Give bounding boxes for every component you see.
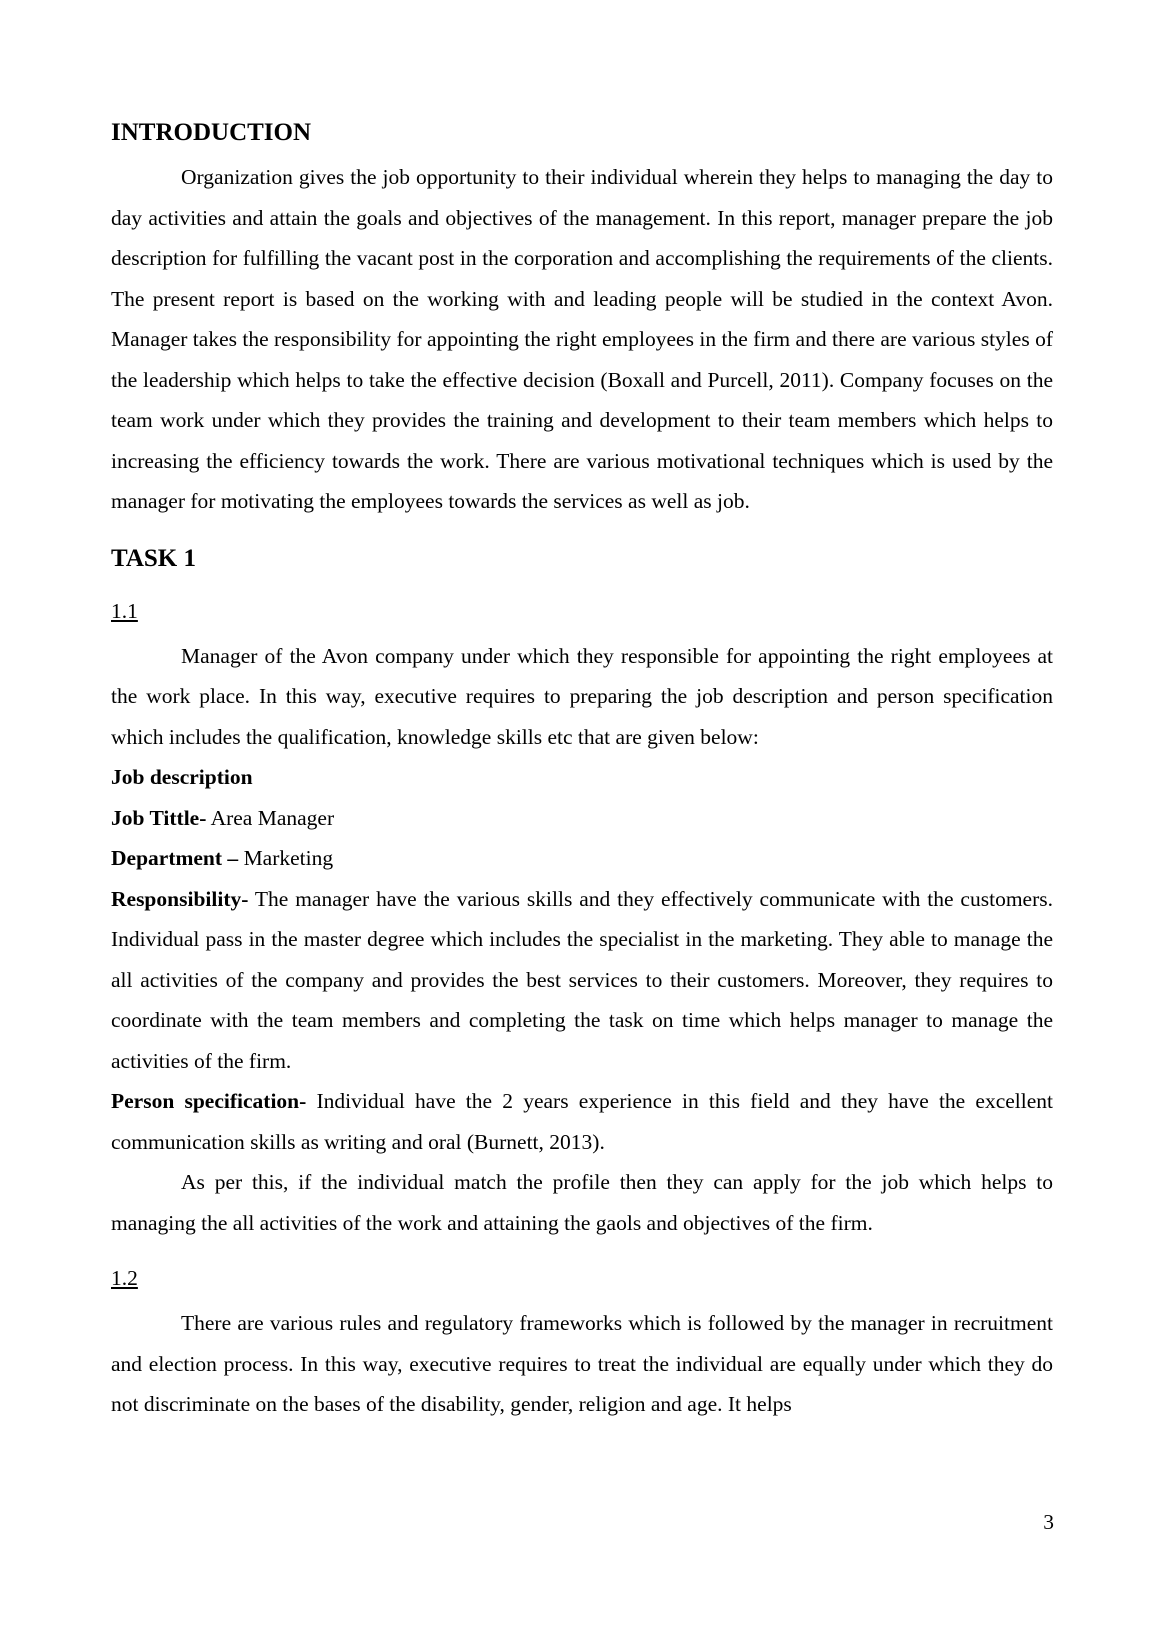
job-title-label: Job Tittle-: [111, 805, 207, 830]
introduction-paragraph: Organization gives the job opportunity to their individual wherein they helps to managing the day to day activities and attain the goals and objectives of the management. In this report, manager prepare the job description for fulfilling the vacant post in the corporation and accomplishing the requirements of the clients. The present report is based on the working with and leading people will be studied in the context Avon. Manager takes the responsibility for appointing the right employees in the firm and there are various styles of the leadership which helps to take the effective decision (Boxall and Purcell, 2011). Company focuses on the team work under which they provides the training and development to their team members which helps to increasing the efficiency towards the work. There are various motivational techniques which is used by the manager for motivating the employees towards the services as well as job.: [111, 165, 1053, 513]
responsibility-label: Responsibility-: [111, 886, 249, 911]
document-page: [111, 118, 1053, 1425]
responsibility-paragraph: [111, 879, 1053, 1082]
introduction-heading: INTRODUCTION: [111, 119, 312, 146]
section-1-1-label: 1.1: [111, 598, 138, 623]
department-value: Marketing: [238, 846, 334, 870]
section-1-1-closing-paragraph: As per this, if the individual match the profile then they can apply for the job which helps to managing the all activities of the work and attaining the gaols and objectives of the firm.: [111, 1170, 1053, 1235]
person-specification-paragraph: [111, 1081, 1053, 1162]
person-specification-text: Individual have the 2 years experience in this field and they have the excellent communication skills as writing and oral (Burnett, 2013).: [111, 1089, 1053, 1154]
job-title-line: [111, 798, 1053, 839]
page-number: 3: [1043, 1510, 1054, 1534]
job-title-value: Area Manager: [206, 805, 335, 830]
department-label: Department –: [111, 846, 239, 870]
job-description-heading: Job description: [111, 765, 253, 789]
task-1-heading: TASK 1: [111, 544, 196, 572]
responsibility-text: The manager have the various skills and they effectively communicate with the customers. Individual pass in the master degree which includes the specialist in the marketing. They able to manage the all activities of the company and provides the best services to their customers. Moreover, they requires to coordinate with the team members and completing the task on time which helps manager to manage the activities of the firm.: [111, 886, 1053, 1073]
section-1-2-paragraph: There are various rules and regulatory frameworks which is followed by the manager in recruitment and election process. In this way, executive requires to treat the individual are equally under which they do not discriminate on the bases of the disability, gender, religion and age. It helps: [111, 1311, 1053, 1416]
person-specification-label: Person specification-: [111, 1089, 307, 1113]
section-1-1-paragraph: Manager of the Avon company under which they responsible for appointing the right employees at the work place. In this way, executive requires to preparing the job description and person specification which includes the qualification, knowledge skills etc that are given below:: [111, 643, 1053, 749]
section-1-2-label: 1.2: [111, 1266, 138, 1290]
department-line: [111, 838, 1053, 879]
